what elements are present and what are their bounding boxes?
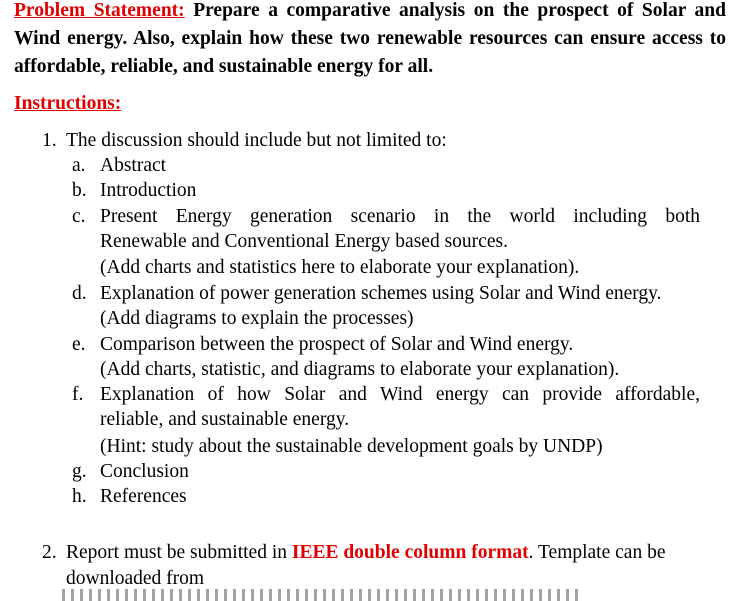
- sub-c-line3: (Add charts and statistics here to elaborate your explanation).: [100, 257, 580, 278]
- sub-g-letter: g.: [72, 461, 87, 482]
- ieee-format-highlight: IEEE double column format: [291, 542, 529, 563]
- sub-a-letter: a.: [72, 155, 86, 176]
- sub-d-letter: d.: [72, 283, 87, 304]
- sub-f-line2: reliable, and sustainable energy.: [100, 409, 350, 430]
- sub-d-line2: (Add diagrams to explain the processes): [100, 308, 414, 329]
- sub-f-letter: f.: [72, 384, 84, 405]
- sub-h-letter: h.: [72, 486, 87, 507]
- item-2-before: Report must be submitted in: [66, 542, 292, 563]
- item-1-number: 1.: [42, 130, 57, 151]
- cutoff-link-text: [62, 589, 582, 601]
- sub-b-text: Introduction: [100, 180, 197, 201]
- sub-c-line2: Renewable and Conventional Energy based sources.: [100, 231, 508, 252]
- sub-e-line2: (Add charts, statistic, and diagrams to elaborate your explanation).: [100, 359, 620, 380]
- item-1-text: The discussion should include but not limited to:: [66, 130, 447, 151]
- item-2-text: [66, 540, 665, 566]
- sub-g-text: Conclusion: [100, 461, 189, 482]
- sub-a-text: Abstract: [100, 155, 167, 176]
- sub-f-line1: Explanation of how Solar and Wind energy can provide affordable,: [100, 384, 700, 405]
- sub-d-line1: Explanation of power generation schemes using Solar and Wind energy.: [100, 283, 662, 304]
- item-2-after: . Template can be: [528, 542, 666, 563]
- sub-e-letter: e.: [72, 334, 86, 355]
- item-2-number: 2.: [42, 542, 57, 563]
- instructions-heading: Instructions:: [14, 93, 122, 114]
- sub-c-letter: c.: [72, 206, 86, 227]
- sub-e-line1: Comparison between the prospect of Solar and Wind energy.: [100, 334, 574, 355]
- sub-h-text: References: [100, 486, 187, 507]
- item-2-line2: downloaded from: [66, 568, 205, 589]
- sub-b-letter: b.: [72, 180, 87, 201]
- sub-f-line3: (Hint: study about the sustainable development goals by UNDP): [100, 436, 603, 457]
- problem-statement-label: Problem Statement:: [14, 0, 185, 21]
- problem-statement-text: Prepare a comparative analysis on the prospect of Solar and Wind energy. Also, explain how these two renewable resources can ensure access to affordable, reliable, and sustainable energy for all.: [14, 0, 726, 77]
- problem-statement: [14, 0, 726, 81]
- sub-c-line1: Present Energy generation scenario in the world including both: [100, 206, 700, 227]
